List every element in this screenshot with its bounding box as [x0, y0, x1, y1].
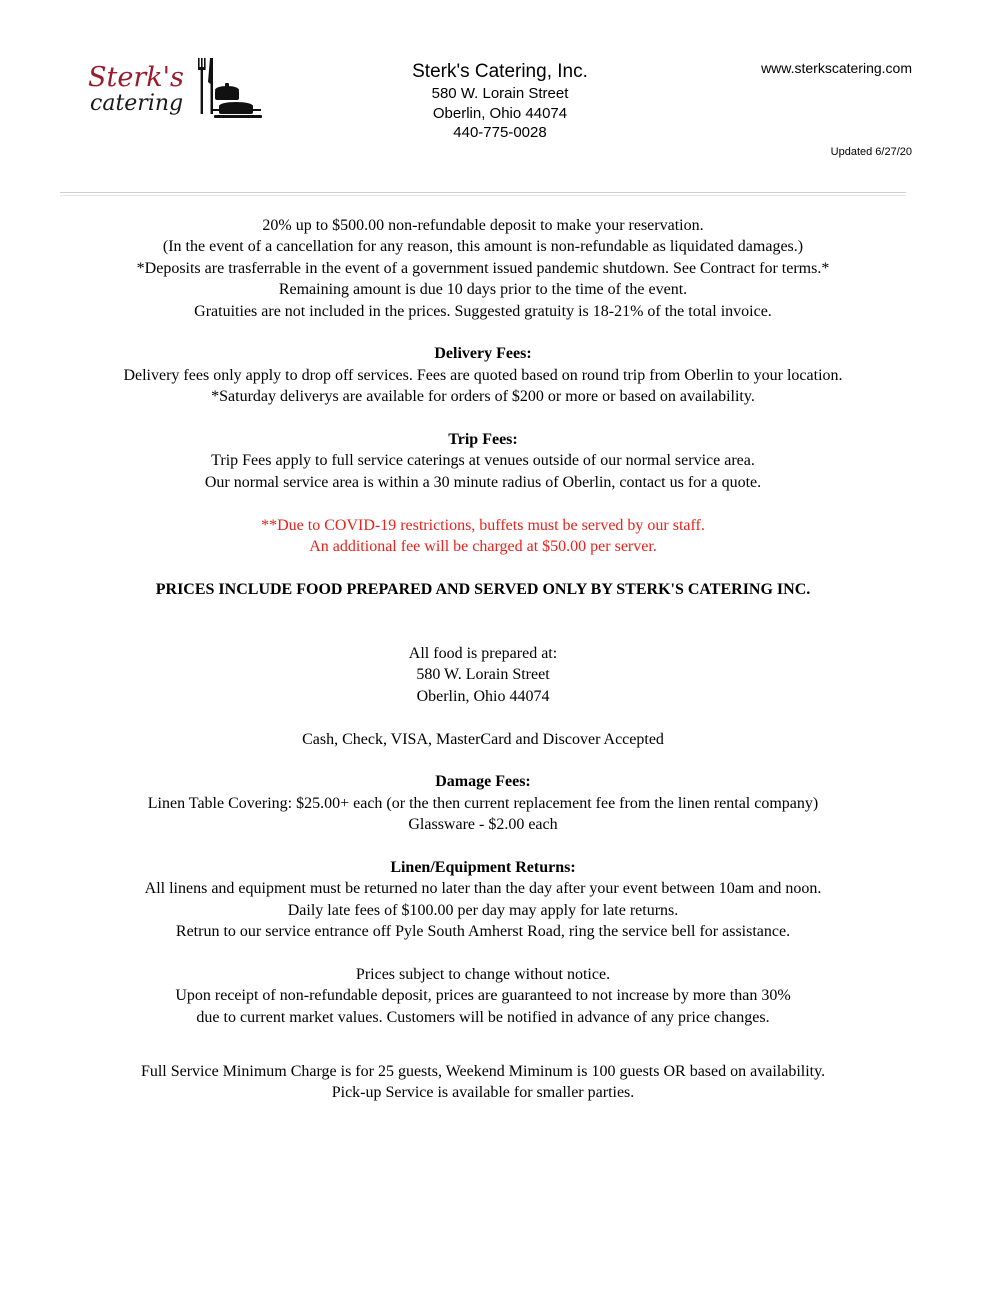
- price-change-line: due to current market values. Customers will be notified in advance of any price changes.: [196, 1008, 770, 1026]
- returns-section: [60, 857, 906, 943]
- returns-line: Retrun to our service entrance off Pyle South Amherst Road, ring the service bell for assistance.: [175, 923, 791, 941]
- company-header: [330, 60, 670, 143]
- address-street: 580 W. Lorain Street: [431, 85, 569, 102]
- company-name: Sterk's Catering, Inc.: [412, 61, 588, 82]
- payment-methods: Cash, Check, VISA, MasterCard and Discover Accepted: [302, 730, 664, 748]
- delivery-section: [60, 343, 906, 407]
- minimum-section: [60, 1061, 906, 1104]
- price-change-section: [60, 964, 906, 1028]
- deposit-line: 20% up to $500.00 non-refundable deposit to make your reservation.: [262, 217, 704, 234]
- website-link[interactable]: www.sterkscatering.com: [761, 60, 912, 76]
- delivery-heading: Delivery Fees:: [434, 345, 532, 363]
- deposit-line: Gratuities are not included in the prices. Suggested gratuity is 18-21% of the total invoice.: [194, 302, 772, 320]
- price-change-line: Prices subject to change without notice.: [355, 966, 611, 984]
- header-divider: [60, 192, 906, 196]
- deposit-line: (In the event of a cancellation for any reason, this amount is non-refundable as liquidated damages.): [162, 238, 804, 256]
- price-change-line: Upon receipt of non-refundable deposit, prices are guaranteed to not increase by more than 30%: [175, 987, 791, 1005]
- fork-icon: [198, 58, 206, 114]
- prepared-line: 580 W. Lorain Street: [416, 666, 550, 684]
- policy-content: [60, 215, 906, 1103]
- returns-line: Daily late fees of $100.00 per day may apply for late returns.: [287, 901, 679, 919]
- damage-line: Glassware - $2.00 each: [408, 816, 558, 834]
- trip-line: Trip Fees apply to full service caterings at venues outside of our normal service area.: [211, 452, 755, 470]
- prepared-location-section: [60, 643, 906, 707]
- delivery-line: *Saturday deliverys are available for orders of $200 or more or based on availability.: [211, 388, 755, 406]
- trip-heading: Trip Fees:: [448, 431, 518, 449]
- prepared-line: Oberlin, Ohio 44074: [416, 687, 550, 705]
- prepared-line: All food is prepared at:: [408, 645, 558, 663]
- address-city: Oberlin, Ohio 44074: [432, 104, 568, 122]
- updated-date: Updated 6/27/20: [830, 146, 912, 158]
- returns-heading: Linen/Equipment Returns:: [390, 859, 576, 877]
- sterks-catering-logo: [86, 56, 266, 128]
- deposit-line: Remaining amount is due 10 days prior to the time of the event.: [278, 281, 688, 299]
- delivery-line: Delivery fees only apply to drop off services. Fees are quoted based on round trip from Oberlin to your location.: [123, 366, 843, 384]
- damage-line: Linen Table Covering: $25.00+ each (or the then current replacement fee from the linen rental company): [147, 794, 819, 812]
- phone-number: 440-775-0028: [453, 124, 547, 141]
- deposit-line: *Deposits are trasferrable in the event of a government issued pandemic shutdown. See Contract for terms.*: [136, 259, 830, 277]
- deposit-section: [60, 215, 906, 322]
- returns-line: All linens and equipment must be returned no later than the day after your event between 10am and noon.: [144, 880, 822, 898]
- minimum-line: Pick-up Service is available for smaller parties.: [331, 1084, 635, 1102]
- logo-text-sterks: Sterk's: [88, 62, 184, 93]
- trip-section: [60, 429, 906, 493]
- logo-text-catering: catering: [90, 91, 184, 116]
- prices-include-notice: PRICES INCLUDE FOOD PREPARED AND SERVED ONLY BY STERK'S CATERING INC.: [155, 580, 811, 598]
- damage-section: [60, 771, 906, 835]
- covid-notice: [60, 515, 906, 558]
- damage-heading: Damage Fees:: [435, 773, 531, 791]
- minimum-line: Full Service Minimum Charge is for 25 guests, Weekend Miminum is 100 guests OR based on availability.: [140, 1062, 826, 1080]
- chafing-dish-icon: [213, 83, 262, 118]
- covid-line: **Due to COVID-19 restrictions, buffets must be served by our staff.: [261, 516, 705, 534]
- knife-icon: [208, 58, 213, 114]
- trip-line: Our normal service area is within a 30 minute radius of Oberlin, contact us for a quote.: [204, 473, 762, 491]
- covid-line: An additional fee will be charged at $50.00 per server.: [309, 538, 657, 556]
